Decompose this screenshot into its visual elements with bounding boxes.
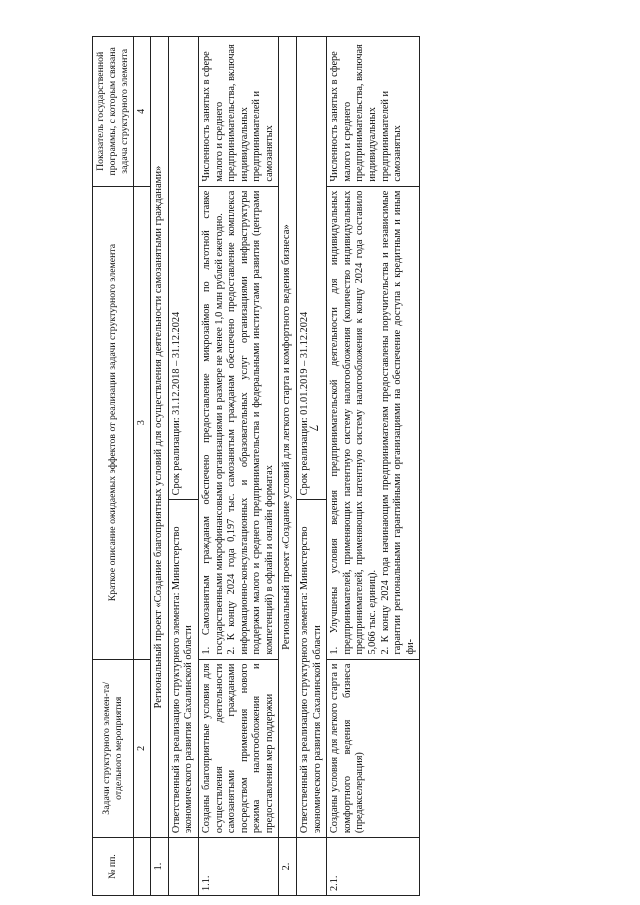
task-text: Созданы условия для легкого старта и комфортного ведения бизнеса (предакселерация) [327,659,420,838]
section-title: Региональный проект «Создание условий для легкого старта и комфортного ведения бизнеса» [279,37,297,838]
empty-cell [297,838,327,896]
effect-item: 1. Улучшены условия ведения предпринимательской деятельности для индивидуальных предпринимателей, применяющих патентную систему налогообложения (количество индивидуальных предпринимателей, применяющих патентную систему налогообложения к концу 2024 года составило 5,066 тыс. единиц). [329,190,378,655]
structural-elements-table [92,36,420,896]
table-row [199,37,279,896]
task-text: Созданы благоприятные условия для осуществления деятельности самозанятыми гражданами посредством применения нового режима налогообложения и предоставления мер поддержки [199,659,279,838]
section-title-row [279,37,297,896]
section-title: Региональный проект «Создание благоприятных условий для осуществления деятельности самозанятыми гражданами» [151,37,169,838]
column-number: 3 [133,186,150,659]
responsible-text: Ответственный за реализацию структурного элемента: Министерство экономического развития Сахалинской области [297,500,327,838]
term-text: Срок реализации: 01.01.2019 – 31.12.2024 [297,37,327,500]
column-number-row [133,37,150,896]
section-number: 1. [151,838,169,896]
column-number: 2 [133,659,150,838]
section-responsible-row [297,37,327,896]
effect-item: 2. К концу 2024 года 0,197 тыс. самозанятым гражданам обеспечено предоставление комплекса информационно-консультационных и образовательных услуг организациями инфраструктуры поддержки малого и среднего предпринимательства и федеральными институтами развития (центрами компетенций) в офлайн и онлайн форматах [226,190,275,655]
section-responsible-row [168,37,198,896]
page-number: 7 [306,424,322,432]
section-title-row [151,37,169,896]
rotated-table-container [92,36,532,896]
indicator-text: Численность занятых в сфере малого и среднего предпринимательства, включая индивидуальных предпринимателей и самозанятых [199,37,279,187]
header-tasks: Задачи структурного элемен-тa/отдельного мероприятия [93,659,134,838]
header-row [93,37,134,896]
effect-item: 1. Самозанятым гражданам обеспечено предоставление микрозаймов по льготной ставке государственными микрофинансовыми организациями в размере не менее 1,0 млн рублей ежегодно. [201,190,225,655]
header-effects: Краткое описание ожидаемых эффектов от реализации задачи структурного элемента [93,186,134,659]
responsible-text: Ответственный за реализацию структурного элемента: Министерство экономического развития Сахалинской области [168,500,198,838]
term-text: Срок реализации: 31.12.2018 – 31.12.2024 [168,37,198,500]
column-number: 4 [133,37,150,187]
table-row [327,37,420,896]
section-number: 2. [279,838,297,896]
effects-text [199,186,279,659]
row-number: 2.1. [327,838,420,896]
header-number: № пп. [93,838,134,896]
column-number [133,838,150,896]
effect-item: 2. К концу 2024 года начинающим предпринимателям предоставлены поручительства и независимые гарантии региональными гарантийными организациями на обеспечение доступа к кредитным и иным фи- [379,190,416,655]
empty-cell [168,838,198,896]
header-indicator: Показатель государственной программы, с которым связана задача структурного элемента [93,37,134,187]
indicator-text: Численность занятых в сфере малого и среднего предпринимательства, включая индивидуальных предпринимателей и самозанятых [327,37,420,187]
effects-text [327,186,420,659]
row-number: 1.1. [199,838,279,896]
